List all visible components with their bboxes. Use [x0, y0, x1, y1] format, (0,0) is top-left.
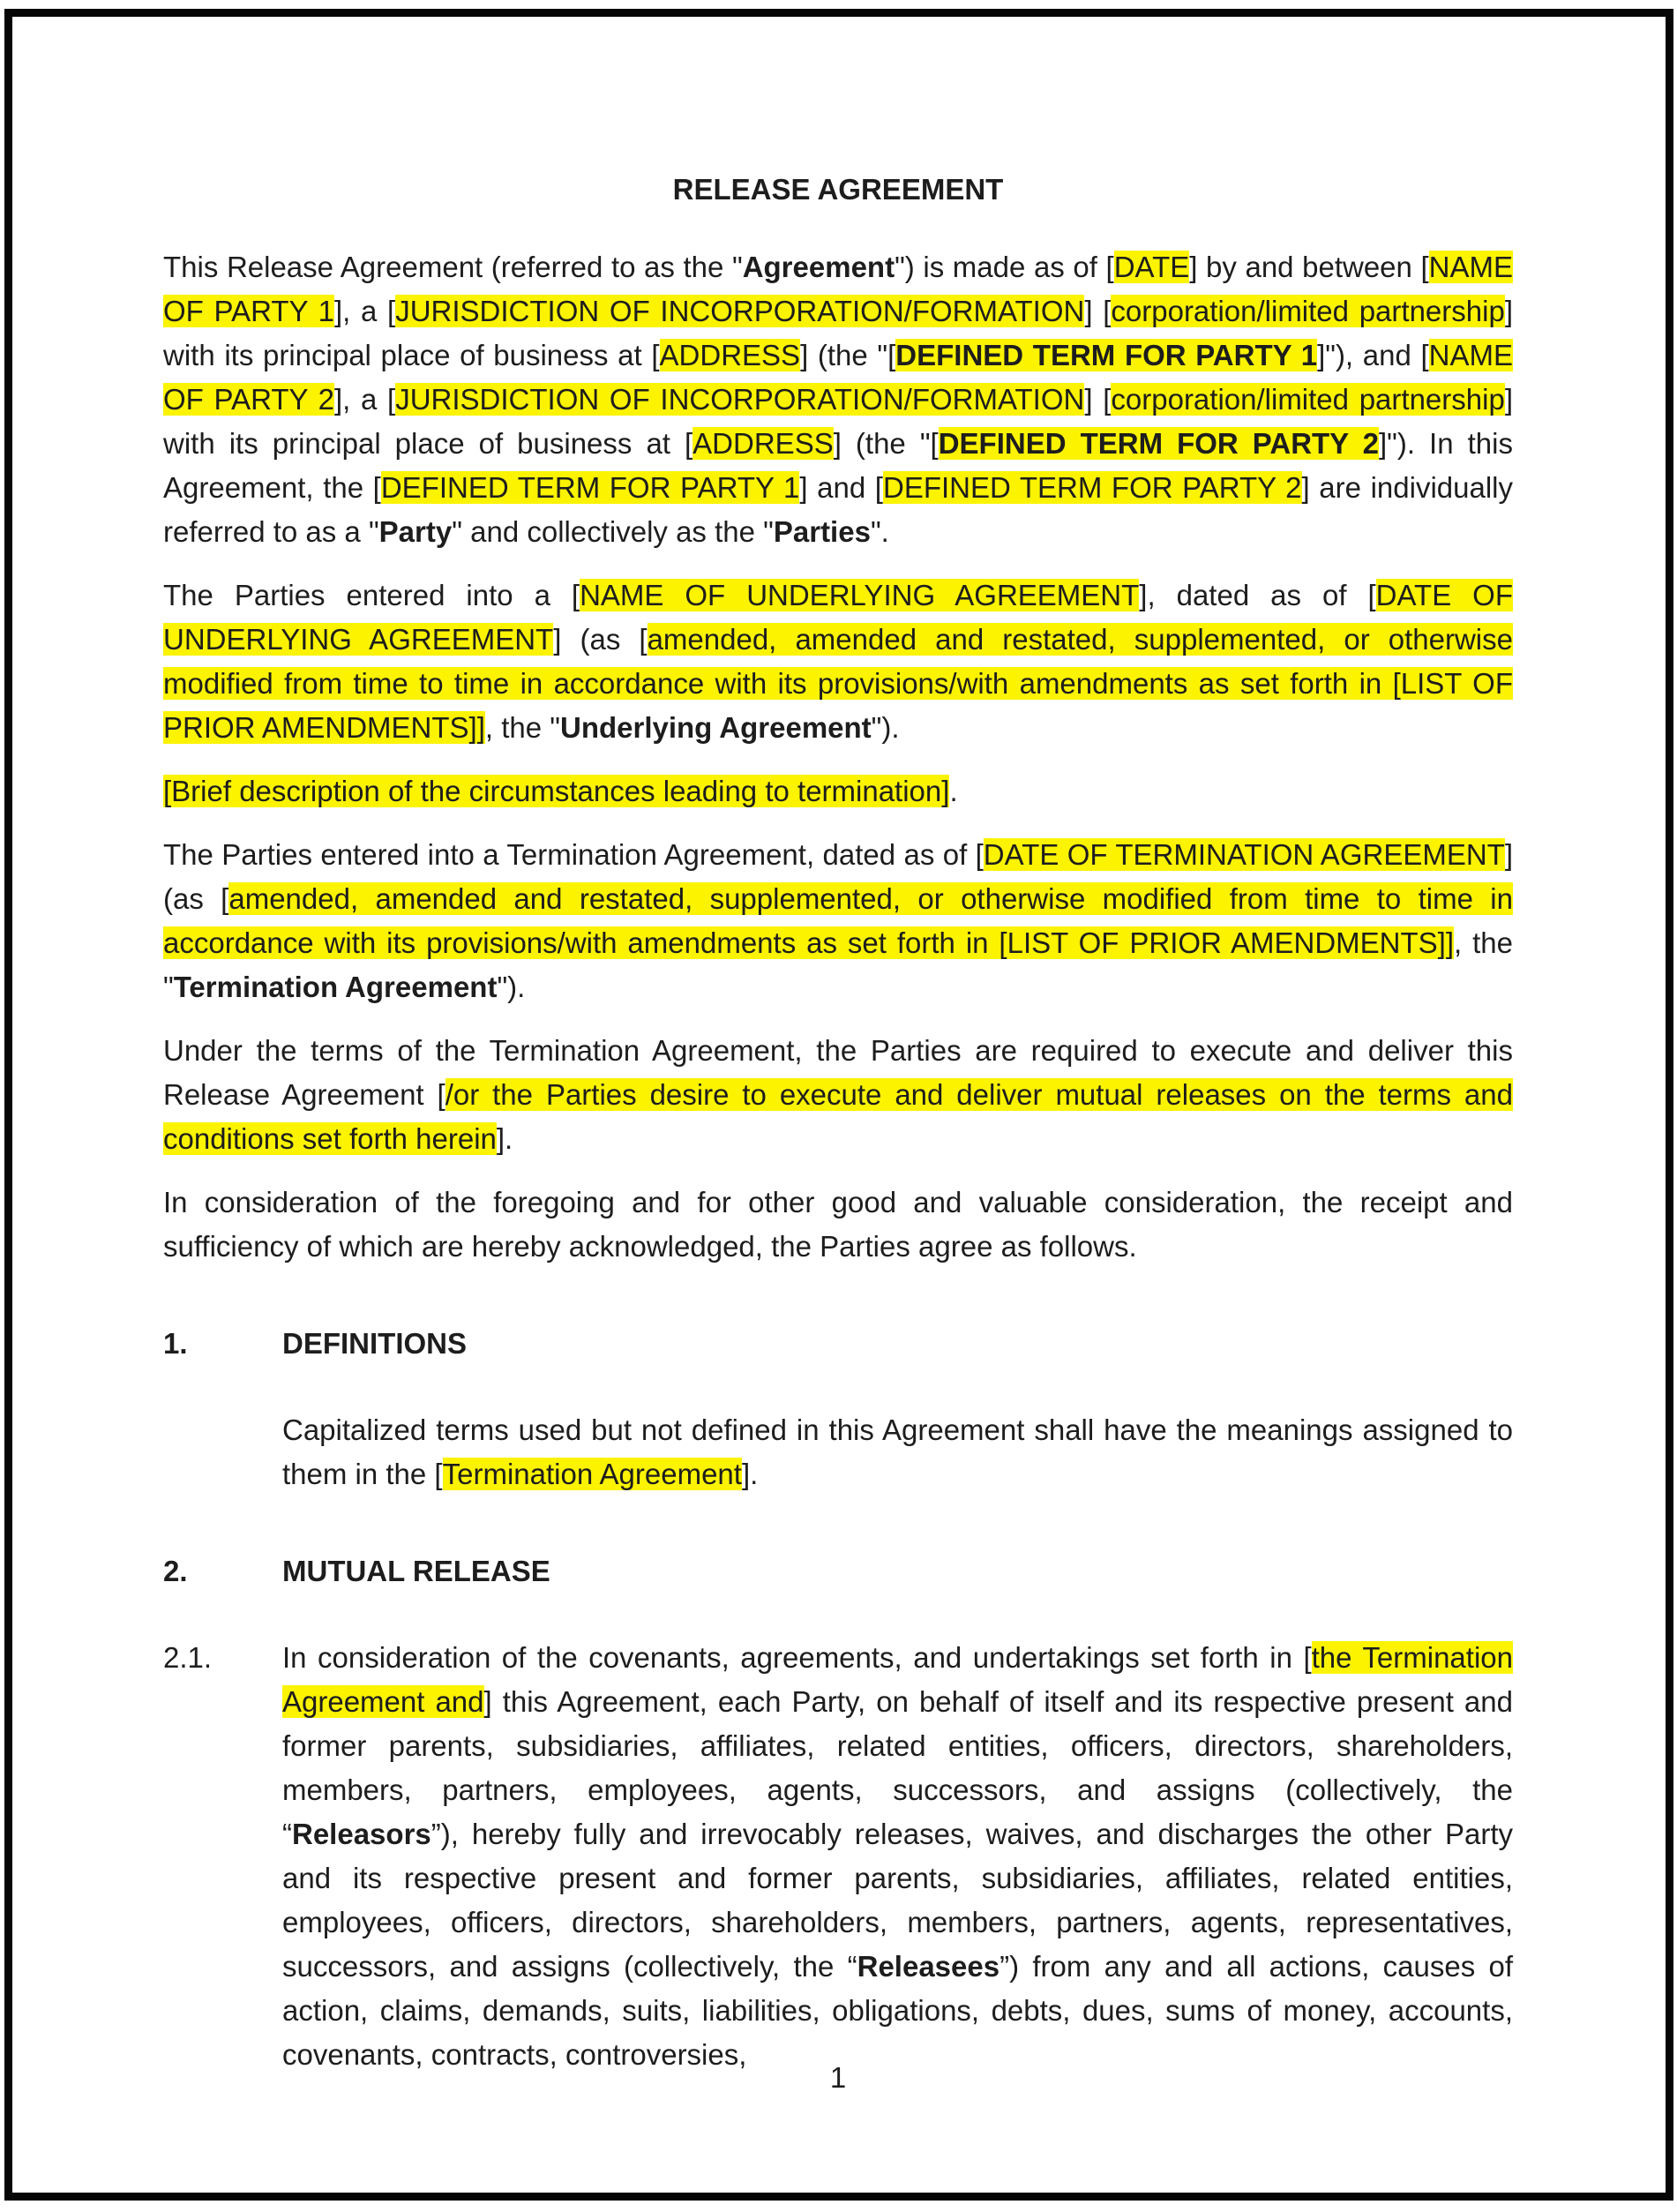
- text-run: Under the terms of the Termination Agreement, the Parties are required to execute and deliver this Release Agreement [: [163, 1034, 1513, 1111]
- clause-text: [282, 1636, 1513, 2077]
- text-run: Parties: [773, 515, 871, 548]
- text-run: ] are individually referred to as a ": [163, 471, 1514, 548]
- text-run: In consideration of the foregoing and for other good and valuable consideration, the receipt and sufficiency of which are hereby acknowledged, the Parties agree as follows.: [163, 1186, 1513, 1263]
- highlighted-placeholder: the Termination Agreement and: [282, 1641, 1513, 1718]
- paragraph: [163, 769, 1513, 814]
- highlighted-placeholder: NAME OF PARTY 2: [163, 339, 1513, 416]
- text-run: ] (as [: [163, 838, 1513, 915]
- highlighted-placeholder: NAME OF UNDERLYING AGREEMENT: [580, 579, 1140, 611]
- highlighted-placeholder: [Brief description of the circumstances leading to termination]: [163, 775, 950, 807]
- text-run: ").: [497, 971, 526, 1003]
- text-run: ].: [741, 1458, 759, 1490]
- highlighted-placeholder: DATE OF UNDERLYING AGREEMENT: [163, 579, 1513, 656]
- section-heading: [163, 1322, 1513, 1366]
- text-run: , the ": [163, 926, 1513, 1003]
- paragraph: [163, 1029, 1513, 1161]
- text-run: ], a [: [333, 295, 396, 327]
- highlighted-placeholder: corporation/limited partnership: [1111, 383, 1505, 416]
- clause-number: 2.1.: [163, 1641, 213, 1674]
- highlighted-placeholder: DATE OF TERMINATION AGREEMENT: [983, 838, 1505, 871]
- page-number: 1: [829, 2061, 847, 2094]
- text-run: ]"), and [: [1317, 339, 1429, 371]
- text-run: ] with its principal place of business at [: [163, 383, 1513, 460]
- text-run: Releasees: [857, 1950, 1000, 1983]
- text-run: ] (the "[: [800, 339, 896, 371]
- page-content: [163, 0, 1513, 2096]
- text-run: The Parties entered into a [: [163, 579, 580, 611]
- text-run: Underlying Agreement: [559, 711, 872, 744]
- text-run: ] (the "[: [833, 427, 939, 460]
- highlighted-placeholder: DEFINED TERM FOR PARTY 1: [895, 339, 1318, 371]
- text-run: ] [: [1084, 383, 1112, 416]
- paragraph: [163, 1181, 1513, 1269]
- text-run: ”) from any and all actions, causes of action, claims, demands, suits, liabilities, obligations, debts, dues, sums of money, accounts, covenants, contracts, controversies,: [282, 1950, 1513, 2071]
- text-run: ] by and between [: [1189, 251, 1429, 283]
- text-run: ”), hereby fully and irrevocably releases, waives, and discharges the other Party and its respective present and former parents, subsidiaries, affiliates, related entities, employees, officers, directors, shareholders, members, partners, agents, representatives, successors, and assigns (collectively, the “: [282, 1818, 1513, 1983]
- highlighted-placeholder: DATE: [1113, 251, 1190, 283]
- text-run: ") is made as of [: [895, 251, 1114, 283]
- document-body: [163, 245, 1513, 2077]
- highlighted-placeholder: DEFINED TERM FOR PARTY 1: [380, 471, 800, 504]
- highlighted-placeholder: Termination Agreement: [442, 1458, 742, 1490]
- highlighted-placeholder: DEFINED TERM FOR PARTY 2: [882, 471, 1302, 504]
- text-run: In consideration of the covenants, agreements, and undertakings set forth in [: [282, 1641, 1312, 1674]
- text-run: ] this Agreement, each Party, on behalf of itself and its respective present and former parents, subsidiaries, affiliates, related entities, officers, directors, shareholders, members, partners, employees, agents, successors, and assigns (collectively, the “: [282, 1685, 1513, 1850]
- text-run: ".: [870, 515, 889, 548]
- paragraph: [163, 833, 1513, 1009]
- highlighted-placeholder: /or the Parties desire to execute and deliver mutual releases on the terms and conditions set forth herein: [163, 1078, 1513, 1155]
- section-number: 2.: [163, 1555, 188, 1587]
- text-run: The Parties entered into a Termination Agreement, dated as of [: [163, 838, 984, 871]
- document-title: RELEASE AGREEMENT: [672, 173, 1004, 206]
- text-run: ").: [871, 711, 900, 744]
- numbered-paragraph: [163, 1636, 1513, 2077]
- text-run: ], a [: [333, 383, 396, 416]
- highlighted-placeholder: ADDRESS: [659, 339, 801, 371]
- text-run: Party: [378, 515, 453, 548]
- text-run: ].: [496, 1122, 513, 1155]
- text-run: Releasors: [292, 1818, 431, 1850]
- text-run: .: [949, 775, 958, 807]
- text-run: Agreement: [742, 251, 895, 283]
- section-title: DEFINITIONS: [282, 1327, 468, 1360]
- text-run: ] with its principal place of business at [: [163, 295, 1513, 371]
- highlighted-placeholder: JURISDICTION OF INCORPORATION/FORMATION: [395, 383, 1085, 416]
- text-run: ] [: [1084, 295, 1112, 327]
- section-heading: [163, 1549, 1513, 1593]
- text-run: , the ": [484, 711, 560, 744]
- highlighted-placeholder: corporation/limited partnership: [1111, 295, 1505, 327]
- section-title: MUTUAL RELEASE: [282, 1555, 550, 1587]
- highlighted-placeholder: JURISDICTION OF INCORPORATION/FORMATION: [395, 295, 1085, 327]
- highlighted-placeholder: amended, amended and restated, supplemented, or otherwise modified from time to time in accordance with its provisions/with amendments as set forth in [LIST OF PRIOR AMENDMENTS]]: [163, 882, 1513, 959]
- text-run: This Release Agreement (referred to as the ": [163, 251, 743, 283]
- text-run: ] (as [: [553, 623, 648, 656]
- highlighted-placeholder: NAME OF PARTY 1: [163, 251, 1513, 327]
- highlighted-placeholder: amended, amended and restated, supplemented, or otherwise modified from time to time in accordance with its provisions/with amendments as set forth in [LIST OF PRIOR AMENDMENTS]]: [163, 623, 1513, 744]
- highlighted-placeholder: ADDRESS: [693, 427, 834, 460]
- text-run: ], dated as of [: [1139, 579, 1376, 611]
- text-run: ] and [: [799, 471, 883, 504]
- text-run: Termination Agreement: [173, 971, 498, 1003]
- text-run: Capitalized terms used but not defined in this Agreement shall have the meanings assigned to them in the [: [282, 1413, 1513, 1490]
- text-run: " and collectively as the ": [452, 515, 774, 548]
- paragraph: [163, 574, 1513, 750]
- section-number: 1.: [163, 1327, 188, 1360]
- paragraph: [282, 1408, 1513, 1496]
- text-run: ]"). In this Agreement, the [: [163, 427, 1513, 504]
- highlighted-placeholder: DEFINED TERM FOR PARTY 2: [938, 427, 1379, 460]
- paragraph: [163, 245, 1513, 554]
